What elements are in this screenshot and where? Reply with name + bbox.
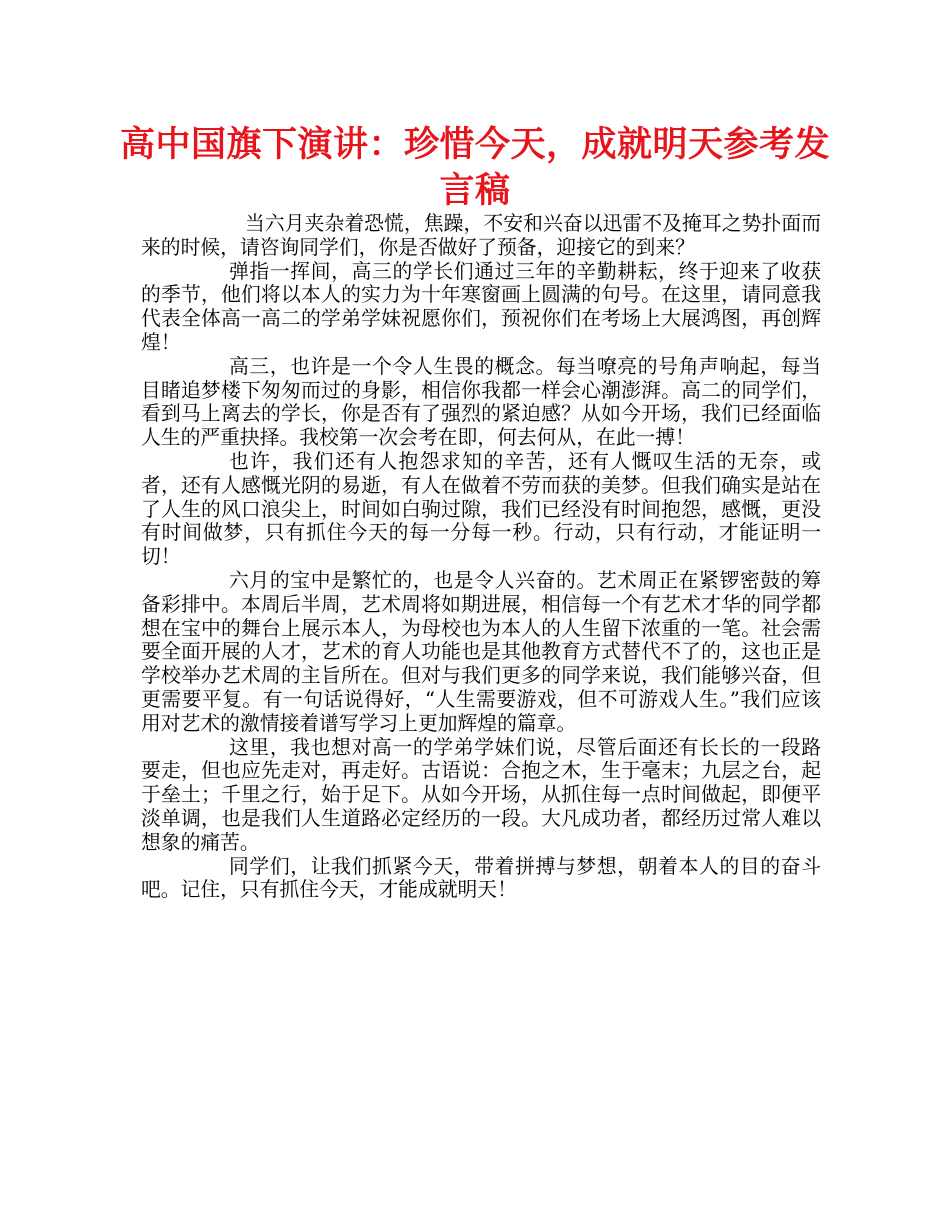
paragraph-4: 也许，我们还有人抱怨求知的辛苦，还有人慨叹生活的无奈，或者，还有人感慨光阴的易逝，有人在做着不劳而获的美梦。但我们确实是站在了人生的风口浪尖上，时间如白驹过隙，我们已经没有时间抱怨，感慨，更没有时间做梦，只有抓住今天的每一分每一秒。行动，只有行动，才能证明一切！ — [141, 449, 821, 569]
paragraph-3: 高三，也许是一个令人生畏的概念。每当嘹亮的号角声响起，每当目睹追梦楼下匆匆而过的身影，相信你我都一样会心潮澎湃。高二的同学们，看到马上离去的学长，你是否有了强烈的紧迫感？从如今开场，我们已经面临人生的严重抉择。我校第一次会考在即，何去何从，在此一搏！ — [141, 354, 821, 450]
document-title: 高中国旗下演讲：珍惜今天，成就明天参考发言稿 — [120, 125, 831, 211]
paragraph-5: 六月的宝中是繁忙的，也是令人兴奋的。艺术周正在紧锣密鼓的筹备彩排中。本周后半周，艺术周将如期进展，相信每一个有艺术才华的同学都想在宝中的舞台上展示本人，为母校也为本人的人生留下浓重的一笔。社会需要全面开展的人才，艺术的育人功能也是其他教育方式替代不了的，这也正是学校举办艺术周的主旨所在。但对与我们更多的同学来说，我们能够兴奋，但更需要平复。有一句话说得好，“人生需要游戏，但不可游戏人生。”我们应该用对艺术的激情接着谱写学习上更加辉煌的篇章。 — [141, 568, 821, 735]
document-body — [141, 212, 821, 902]
paragraph-7: 同学们，让我们抓紧今天，带着拼搏与梦想，朝着本人的目的奋斗吧。记住，只有抓住今天，才能成就明天！ — [141, 854, 821, 902]
paragraph-2: 弹指一挥间，高三的学长们通过三年的辛勤耕耘，终于迎来了收获的季节，他们将以本人的实力为十年寒窗画上圆满的句号。在这里，请同意我代表全体高一高二的学弟学妹祝愿你们，预祝你们在考场上大展鸿图，再创辉煌！ — [141, 259, 821, 354]
paragraph-1: 当六月夹杂着恐慌，焦躁，不安和兴奋以迅雷不及掩耳之势扑面而来的时候，请咨询同学们，你是否做好了预备，迎接它的到来？ — [141, 212, 821, 259]
paragraph-6: 这里，我也想对高一的学弟学妹们说，尽管后面还有长长的一段路要走，但也应先走对，再走好。古语说：合抱之木，生于毫末；九层之台，起于垒土；千里之行，始于足下。从如今开场，从抓住每一点时间做起，即便平淡单调，也是我们人生道路必定经历的一段。大凡成功者，都经历过常人难以想象的痛苦。 — [141, 735, 821, 854]
